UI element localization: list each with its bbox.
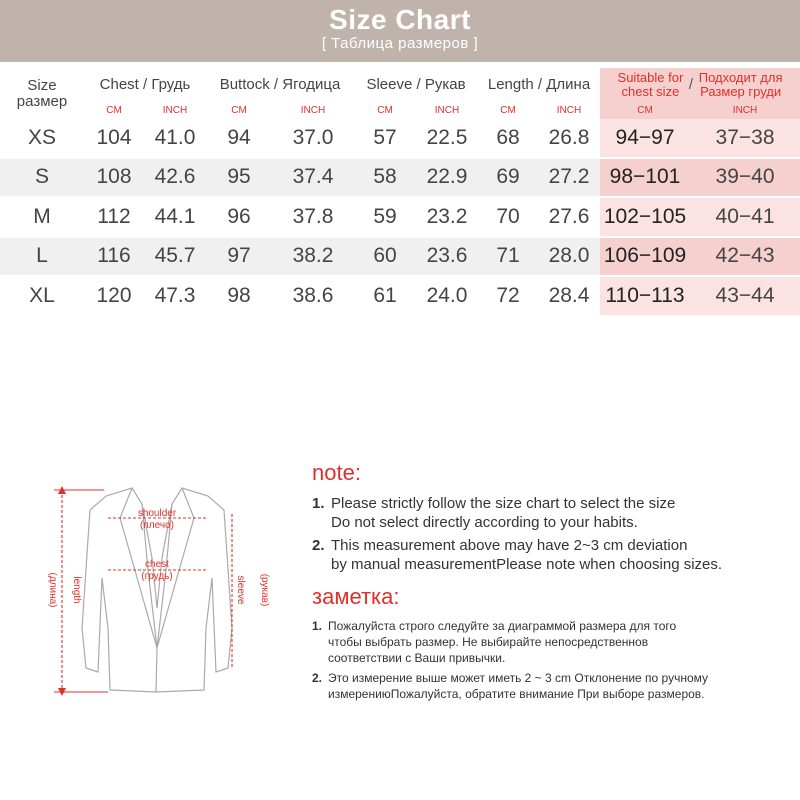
center-seam: [156, 648, 157, 692]
cell-buttock-cm: 96: [227, 204, 251, 228]
cell-sleeve-in: 24.0: [426, 283, 468, 307]
sleeve-label-ru: (рукав): [259, 573, 270, 607]
cell-sleeve-in: 22.5: [426, 125, 468, 149]
notes-section: [312, 460, 792, 706]
note-number: 2.: [312, 537, 325, 554]
jacket-diagram: [36, 478, 306, 700]
cell-buttock-in: 38.6: [292, 283, 334, 307]
cell-buttock-cm: 94: [227, 125, 251, 149]
shoulder-label: shoulder: [137, 508, 177, 519]
cell-buttock-cm: 97: [206, 238, 272, 276]
header-chest: Chest / Грудь: [99, 76, 191, 93]
cell-chest-in: 45.7: [144, 238, 206, 276]
header-sleeve: Sleeve / Рукав: [366, 76, 466, 93]
table-row: [0, 277, 800, 315]
unit-inch: INCH: [556, 104, 582, 116]
cell-sleeve-cm: 58: [354, 159, 416, 197]
header-buttock: Buttock / Ягодица: [219, 76, 341, 93]
cell-size: M: [33, 204, 51, 228]
cell-sleeve-cm: 61: [373, 283, 397, 307]
cell-sleeve-in: 23.6: [416, 238, 478, 276]
unit-cm: CM: [500, 104, 516, 116]
cell-fit-cm: 94−97: [600, 119, 690, 157]
length-label-ru: (длина): [47, 572, 58, 608]
cell-buttock-in: 37.0: [292, 125, 334, 149]
note-number: 1.: [312, 495, 325, 512]
cell-length-cm: 72: [496, 283, 520, 307]
table-row: [0, 238, 800, 276]
note-item-ru: [312, 618, 792, 666]
cell-sleeve-in: 23.2: [426, 204, 468, 228]
cell-chest-cm: 112: [97, 204, 131, 228]
chest-label-ru: (грудь): [141, 571, 173, 582]
cell-fit-in: 39−40: [690, 159, 800, 197]
cell-size: XL: [29, 283, 55, 307]
cell-sleeve-in: 22.9: [416, 159, 478, 197]
length-label: length: [71, 576, 82, 604]
cell-size: XS: [27, 125, 56, 149]
note-heading-ru: заметка:: [312, 584, 400, 609]
cell-chest-cm: 116: [84, 238, 144, 276]
cell-buttock-cm: 98: [227, 283, 251, 307]
header-size: Size размер: [16, 76, 68, 110]
cell-chest-cm: 120: [96, 283, 132, 307]
header-slash: /: [688, 75, 694, 93]
cell-fit-cm: 110−113: [600, 277, 690, 315]
cell-buttock-cm: 95: [206, 159, 272, 197]
table-row: [0, 119, 800, 157]
unit-inch: INCH: [690, 101, 800, 119]
cell-chest-in: 44.1: [154, 204, 196, 228]
note-text: This measurement above may have 2~3 cm deviation by manual measurementPlease note when choosing sizes.: [331, 537, 723, 573]
cell-fit-in: 37−38: [690, 119, 800, 157]
note-number: 1.: [312, 619, 323, 633]
unit-cm: CM: [106, 104, 122, 116]
note-item: [312, 494, 792, 532]
cell-length-cm: 68: [496, 125, 520, 149]
header-length: Length / Длина: [487, 76, 591, 93]
page-title: Size Chart: [329, 4, 471, 35]
table-row: [0, 159, 800, 197]
cell-length-in: 28.0: [538, 238, 600, 276]
title-banner: [0, 0, 800, 62]
note-text: Это измерение выше может иметь 2 ~ 3 cm Отклонение по ручному измерениюПожалуйста, обратите внимание При выборе размеров.: [328, 671, 709, 701]
cell-length-in: 27.2: [538, 159, 600, 197]
cell-sleeve-cm: 59: [373, 204, 397, 228]
sleeve-label: sleeve: [235, 575, 246, 605]
cell-chest-in: 41.0: [154, 125, 196, 149]
cell-length-cm: 69: [478, 159, 538, 197]
note-text: Please strictly follow the size chart to select the size Do not select directly according to your habits.: [331, 495, 676, 531]
cell-chest-in: 42.6: [144, 159, 206, 197]
note-number: 2.: [312, 671, 323, 685]
header-suitable: Suitable for chest size: [617, 69, 684, 99]
size-table: [0, 68, 800, 315]
cell-length-in: 27.6: [548, 204, 590, 228]
note-heading: note:: [312, 460, 361, 485]
cell-fit-in: 42−43: [690, 238, 800, 276]
unit-inch: INCH: [434, 104, 460, 116]
unit-cm: CM: [600, 101, 690, 119]
cell-chest-cm: 104: [96, 125, 132, 149]
cell-fit-cm: 102−105: [600, 198, 690, 236]
notes-russian: [312, 584, 792, 702]
chest-label: chest: [145, 559, 169, 570]
cell-fit-cm: 106−109: [600, 238, 690, 276]
cell-chest-in: 47.3: [154, 283, 196, 307]
shoulder-label-ru: (плечо): [140, 520, 174, 531]
note-item: [312, 536, 792, 574]
cell-sleeve-cm: 57: [373, 125, 397, 149]
header-fit: Подходит для Размер груди: [698, 69, 783, 99]
cell-sleeve-cm: 60: [354, 238, 416, 276]
cell-length-cm: 70: [496, 204, 520, 228]
unit-cm: CM: [231, 104, 247, 116]
cell-fit-in: 43−44: [690, 277, 800, 315]
table-row: [0, 198, 800, 236]
cell-length-cm: 71: [478, 238, 538, 276]
cell-fit-in: 40−41: [690, 198, 800, 236]
cell-chest-cm: 108: [84, 159, 144, 197]
cell-fit-cm: 98−101: [600, 159, 690, 197]
header-chest-fit: [600, 68, 800, 101]
cell-size: L: [0, 238, 84, 276]
cell-buttock-in: 37.4: [272, 159, 354, 197]
unit-cm: CM: [377, 104, 393, 116]
page-subtitle: [ Таблица размеров ]: [321, 35, 479, 52]
cell-buttock-in: 38.2: [272, 238, 354, 276]
cell-size: S: [0, 159, 84, 197]
unit-inch: INCH: [162, 104, 188, 116]
note-text: Пожалуйста строго следуйте за диаграммой размера для того чтобы выбрать размер. Не выбирайте непосредственнов соответствии с Ваши привычки.: [328, 619, 677, 665]
note-item-ru: [312, 670, 792, 702]
cell-buttock-in: 37.8: [292, 204, 334, 228]
cell-length-in: 26.8: [548, 125, 590, 149]
notes-english: [312, 460, 792, 574]
cell-length-in: 28.4: [548, 283, 590, 307]
unit-inch: INCH: [300, 104, 326, 116]
